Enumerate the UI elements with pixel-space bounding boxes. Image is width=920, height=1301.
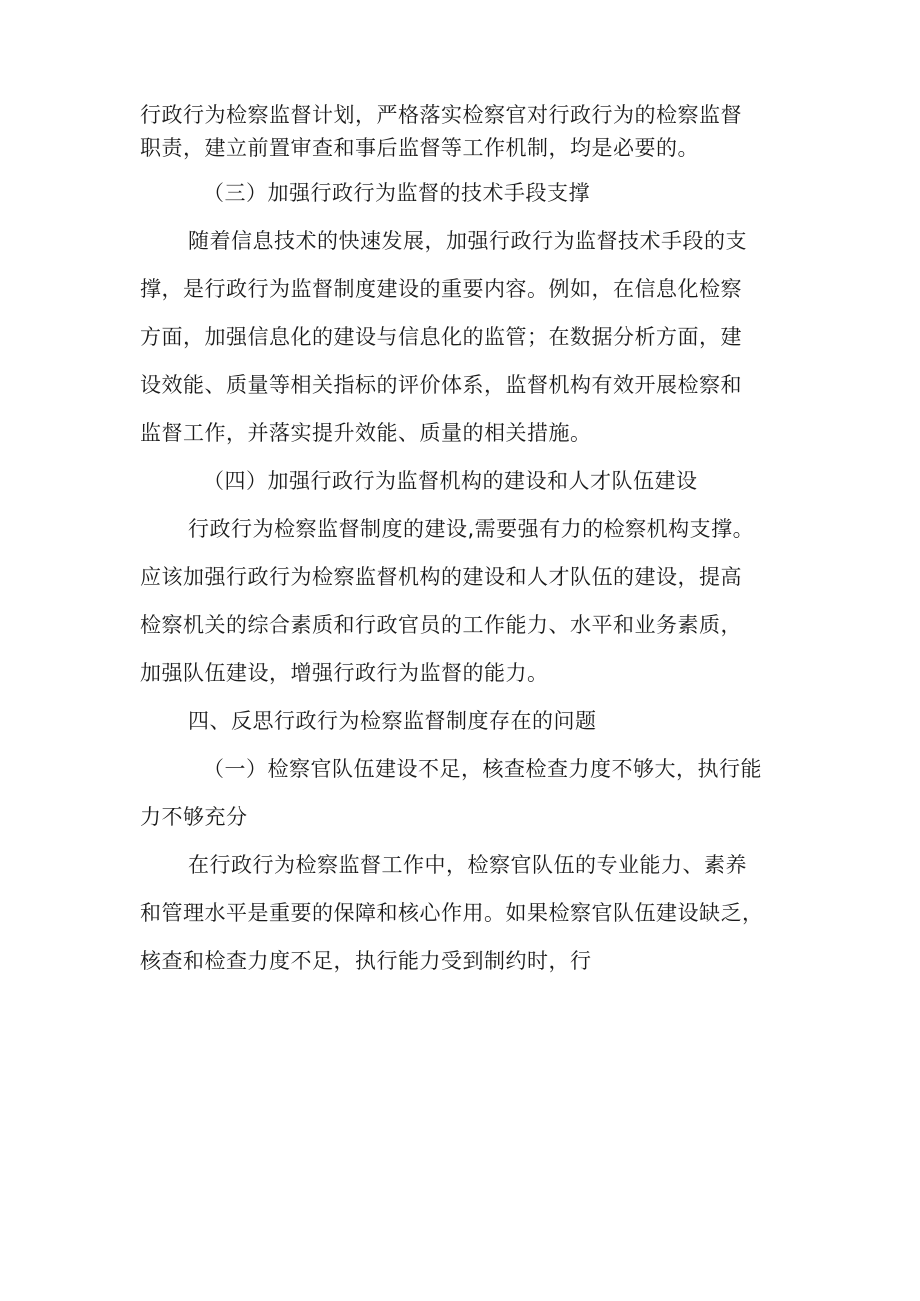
text-line: 设效能、质量等相关指标的评价体系，监督机构有效开展检察和: [140, 373, 742, 397]
section-heading-continuation: 力不够充分: [140, 805, 248, 829]
text-line: 方面，加强信息化的建设与信息化的监管；在数据分析方面，建: [140, 325, 742, 349]
text-line: 检察机关的综合素质和行政官员的工作能力、水平和业务素质，: [140, 613, 742, 637]
section-heading: （四）加强行政行为监督机构的建设和人才队伍建设: [203, 469, 698, 493]
chapter-heading: 四、反思行政行为检察监督制度存在的问题: [188, 709, 597, 733]
text-line: 在行政行为检察监督工作中，检察官队伍的专业能力、素养: [188, 853, 747, 877]
text-line: 监督工作，并落实提升效能、质量的相关措施。: [140, 421, 592, 445]
section-heading: （一）检察官队伍建设不足，核查检查力度不够大，执行能: [203, 757, 762, 781]
text-line: 随着信息技术的快速发展，加强行政行为监督技术手段的支: [188, 229, 747, 253]
text-line: 核查和检查力度不足，执行能力受到制约时，行: [140, 949, 592, 973]
text-line: 撑，是行政行为监督制度建设的重要内容。例如，在信息化检察: [140, 277, 742, 301]
text-line: 职责，建立前置审查和事后监督等工作机制，均是必要的。: [140, 136, 699, 160]
section-heading: （三）加强行政行为监督的技术手段支撑: [203, 181, 590, 205]
text-line: 行政行为检察监督计划，严格落实检察官对行政行为的检察监督: [140, 103, 742, 127]
text-line: 应该加强行政行为检察监督机构的建设和人才队伍的建设，提高: [140, 565, 742, 589]
text-line: 行政行为检察监督制度的建设,需要强有力的检察机构支撑。: [188, 517, 755, 541]
text-line: 加强队伍建设，增强行政行为监督的能力。: [140, 661, 549, 685]
text-line: 和管理水平是重要的保障和核心作用。如果检察官队伍建设缺乏，: [140, 901, 764, 925]
